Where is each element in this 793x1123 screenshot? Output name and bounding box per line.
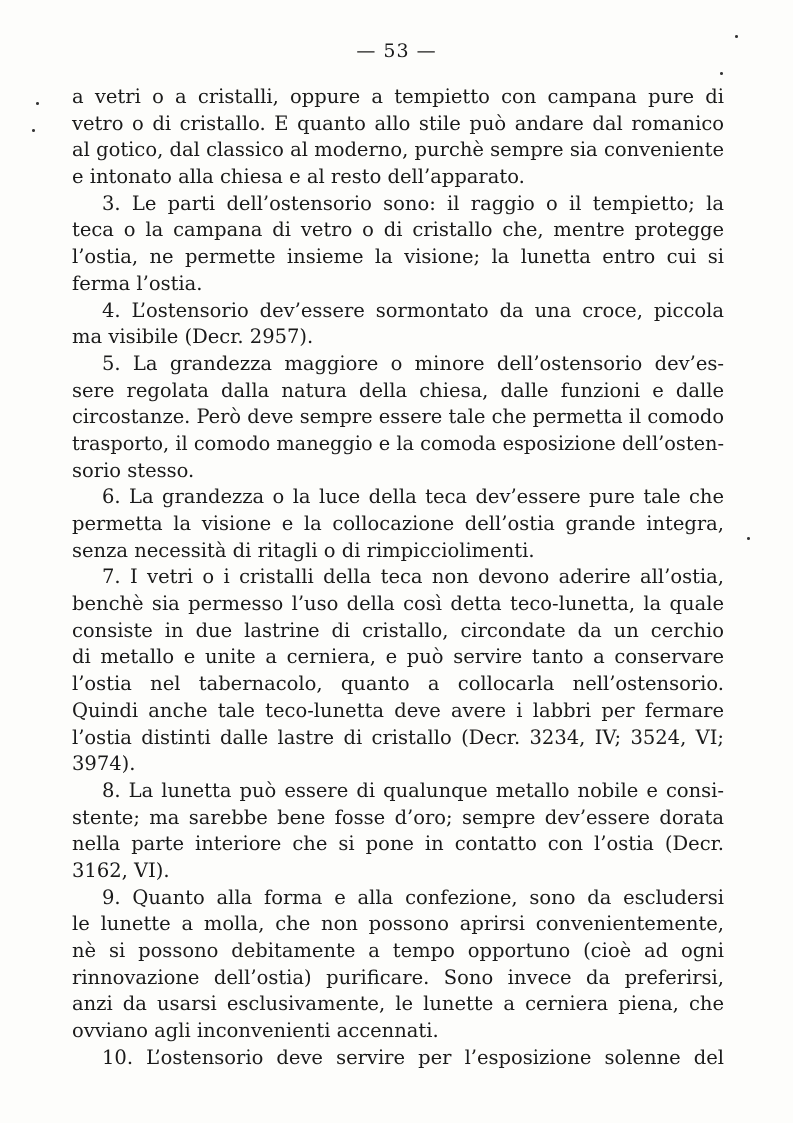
text-line: sorio stesso. bbox=[72, 458, 195, 482]
text-line: 6. La grandezza o la luce della teca dev’essere pure tale che bbox=[102, 485, 724, 509]
text-line: l’ostia nel tabernacolo, quanto a collocarla nell’ostensorio. bbox=[72, 672, 724, 696]
text-line: benchè sia permesso l’uso della così detta teco-lunetta, la quale bbox=[72, 592, 724, 616]
text-line: stente; ma sarebbe bene fosse d’oro; sempre dev’essere dorata bbox=[72, 805, 724, 829]
text-line: Quindi anche tale teco-lunetta deve avere i labbri per fermare bbox=[72, 698, 724, 722]
text-line: e intonato alla chiesa e al resto dell’apparato. bbox=[72, 165, 525, 189]
text-line: 7. I vetri o i cristalli della teca non devono aderire all’ostia, bbox=[102, 565, 724, 589]
text-line: trasporto, il comodo maneggio e la comoda esposizione dell’osten- bbox=[72, 431, 724, 455]
text-line: senza necessità di ritagli o di rimpicciolimenti. bbox=[72, 538, 535, 562]
print-speck bbox=[747, 537, 750, 540]
text-line: 9. Quanto alla forma e alla confezione, sono da escludersi bbox=[102, 885, 724, 909]
text-line: 8. La lunetta può essere di qualunque metallo nobile e consi- bbox=[102, 778, 724, 802]
text-line: a vetri o a cristalli, oppure a tempietto con campana pure di bbox=[72, 85, 724, 108]
text-line: circostanze. Però deve sempre essere tale che permetta il comodo bbox=[72, 405, 724, 429]
text-line: anzi da usarsi esclusivamente, le lunette a cerniera piena, che bbox=[72, 992, 724, 1016]
print-speck bbox=[735, 35, 738, 38]
text-line: l’ostia, ne permette insieme la visione; la lunetta entro cui si bbox=[72, 245, 724, 269]
text-line: 3974). bbox=[72, 752, 136, 776]
body-text bbox=[72, 84, 724, 1071]
text-line: teca o la campana di vetro o di cristallo che, mentre protegge bbox=[72, 218, 724, 242]
print-speck bbox=[32, 129, 35, 132]
text-line: 4. L’ostensorio dev’essere sormontato da una croce, piccola bbox=[102, 298, 724, 322]
text-line: consiste in due lastrine di cristallo, circondate da un cerchio bbox=[72, 618, 724, 642]
text-line: vetro o di cristallo. E quanto allo stile può andare dal romanico bbox=[72, 111, 724, 135]
text-line: 5. La grandezza maggiore o minore dell’ostensorio dev’es- bbox=[102, 351, 724, 375]
text-line: sere regolata dalla natura della chiesa, dalle funzioni e dalle bbox=[72, 378, 724, 402]
text-line: permetta la visione e la collocazione dell’ostia grande integra, bbox=[72, 512, 724, 535]
text-line: al gotico, dal classico al moderno, purchè sempre sia conveniente bbox=[72, 138, 724, 162]
text-line: rinnovazione dell’ostia) purificare. Sono invece da preferirsi, bbox=[72, 965, 724, 989]
page-number: — 53 — bbox=[356, 40, 437, 62]
text-line: ovviano agli inconvenienti accennati. bbox=[72, 1019, 439, 1043]
print-speck bbox=[36, 102, 39, 105]
text-line: nella parte interiore che si pone in contatto con l’ostia (Decr. bbox=[72, 832, 724, 856]
text-line: 10. L’ostensorio deve servire per l’esposizione solenne del bbox=[102, 1045, 724, 1069]
text-line: di metallo e unite a cerniera, e può servire tanto a conservare bbox=[72, 645, 724, 669]
text-line: l’ostia distinti dalle lastre di cristallo (Decr. 3234, IV; 3524, VI; bbox=[72, 725, 724, 749]
text-line: 3162, VI). bbox=[72, 858, 170, 882]
text-line: ma visibile (Decr. 2957). bbox=[72, 325, 314, 349]
text-line: le lunette a molla, che non possono aprirsi convenientemente, bbox=[72, 912, 724, 936]
print-speck bbox=[720, 72, 723, 75]
text-line: nè si possono debitamente a tempo opportuno (cioè ad ogni bbox=[72, 939, 724, 962]
text-line: 3. Le parti dell’ostensorio sono: il raggio o il tempietto; la bbox=[102, 191, 724, 215]
text-line: ferma l’ostia. bbox=[72, 271, 203, 295]
